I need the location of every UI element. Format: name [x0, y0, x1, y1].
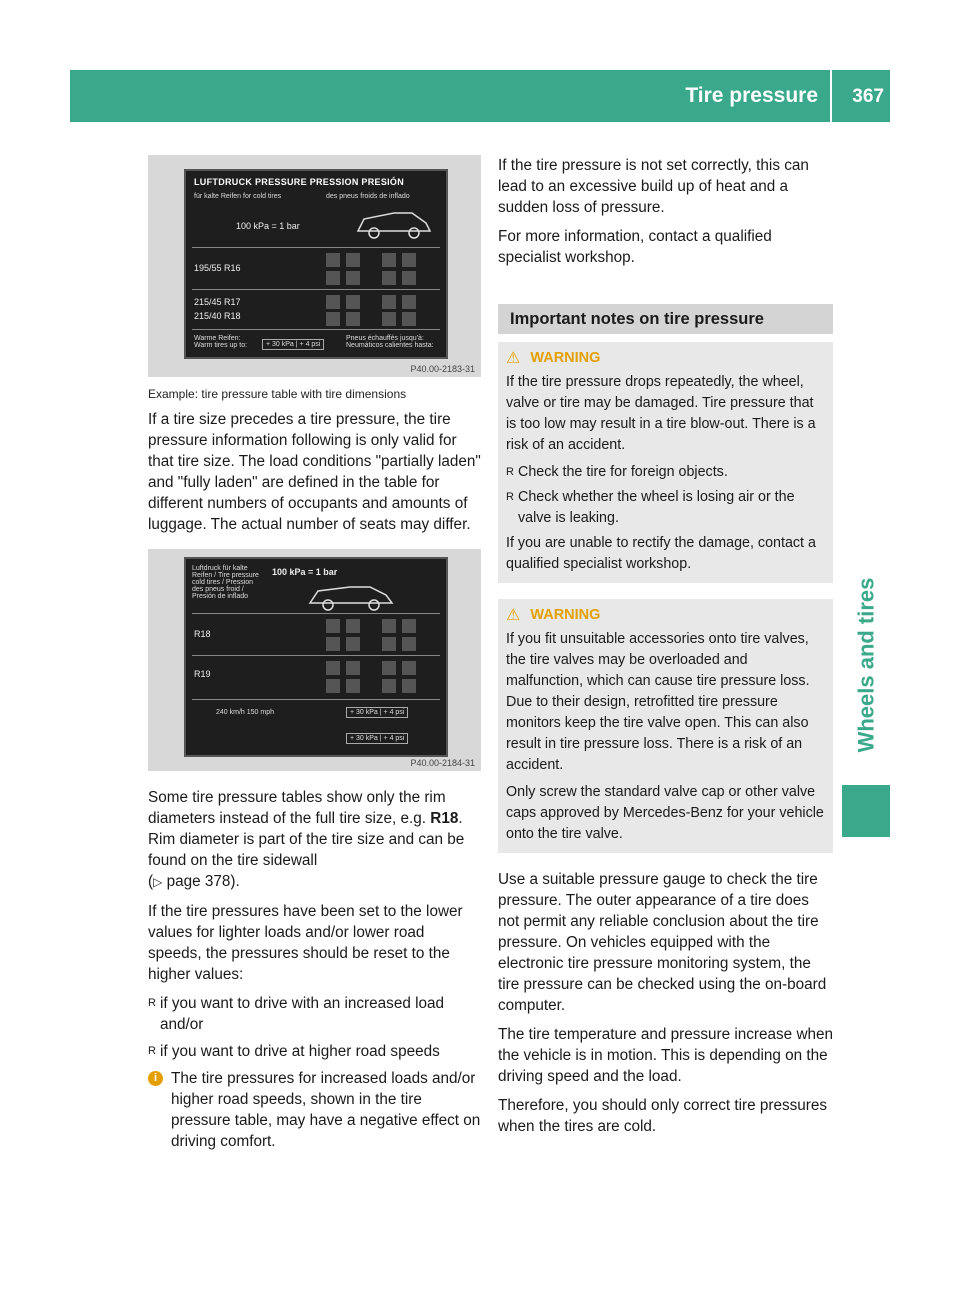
plate-cell: [402, 312, 416, 326]
paragraph: Some tire pressure tables show only the rim diameters instead of the full tire size, e.g. R18. Rim diameter is part of the tire size and can be found on the tire sidewall (▷ page 378).: [148, 789, 465, 890]
plate-cell: [346, 661, 360, 675]
chapter-tab-label: Wheels and tires: [853, 577, 878, 753]
bullet-icon: R: [148, 997, 156, 1009]
figure-code: P40.00-2184-31: [410, 758, 475, 768]
car-icon: [306, 581, 396, 611]
plate-divider: [192, 613, 440, 614]
plate-warm-values: + 30 kPa | + 4 psi: [346, 733, 408, 744]
paragraph: Therefore, you should only correct tire pressures when the tires are cold.: [498, 1097, 828, 1135]
figure-caption: Example: tire pressure table with tire dimensions: [148, 387, 407, 401]
plate-cell: [402, 679, 416, 693]
chapter-marker: [842, 785, 890, 837]
plate-cell: [382, 295, 396, 309]
info-note-text: The tire pressures for increased loads and/or higher road speeds, shown in the tire pressure table, may have a negative effect on driving comfort.: [171, 1070, 481, 1150]
warning-header: [506, 348, 825, 368]
plate-cell: [382, 637, 396, 651]
plate-cell: [402, 295, 416, 309]
header-bar: [70, 70, 890, 122]
tire-pressure-plate: [184, 169, 448, 359]
plate-cell: [326, 312, 340, 326]
page-title: Tire pressure: [685, 84, 818, 107]
plate-subtitle: Luftdruck für kalte Reifen / Tire pressure cold tires / Pression des pneus froid / Presión de inflado: [192, 565, 259, 600]
plate-divider: [192, 289, 440, 290]
plate-cell: [346, 679, 360, 693]
page-number: 367: [852, 86, 884, 107]
paragraph: If a tire size precedes a tire pressure, the tire pressure information following is only valid for that tire size. The load conditions "partially laden" and "fully laden" are defined in the table for different numbers of occupants and amounts of luggage. The actual number of seats may differ.: [148, 411, 481, 533]
plate-warm-label: Warme Reifen: Warm tires up to:: [194, 335, 248, 349]
car-icon: [354, 205, 434, 241]
plate-cell: [346, 253, 360, 267]
figure-code: P40.00-2183-31: [410, 364, 475, 374]
plate-divider: [192, 329, 440, 330]
plate-cell: [382, 312, 396, 326]
plate-speed: 240 km/h 150 mph: [216, 709, 274, 716]
list-item: [148, 993, 481, 1035]
warning-triangle-icon: ⚠: [506, 607, 521, 624]
list-item-text: Check the tire for foreign objects.: [518, 464, 728, 480]
warning-triangle-icon: ⚠: [506, 350, 521, 367]
paragraph: The tire temperature and pressure increase when the vehicle is in motion. This is depending on the driving speed and the load.: [498, 1026, 834, 1085]
plate-rim-size: R18: [194, 629, 211, 639]
rim-pressure-label-figure: [148, 549, 481, 771]
warning-title: WARNING: [530, 350, 601, 366]
warning-text: Only screw the standard valve cap or other valve caps approved by Mercedes-Benz for your vehicle onto the tire valve.: [506, 784, 824, 842]
plate-cell: [402, 619, 416, 633]
plate-cell: [382, 253, 396, 267]
plate-warm-values: + 30 kPa | + 4 psi: [346, 707, 408, 718]
plate-cell: [346, 619, 360, 633]
plate-warm-values: + 30 kPa | + 4 psi: [262, 339, 324, 350]
paragraph: If the tire pressures have been set to the lower values for lighter loads and/or lower road speeds, the pressures should be reset to the higher values:: [148, 903, 463, 983]
tire-pressure-label-figure: [148, 155, 481, 377]
plate-title: LUFTDRUCK PRESSURE PRESSION PRESIÓN: [194, 177, 405, 187]
plate-subtitle-right: des pneus froids de inflado: [326, 193, 410, 200]
section-heading: Important notes on tire pressure: [498, 304, 833, 334]
plate-rim-size: R19: [194, 669, 211, 679]
chapter-tab: [842, 555, 890, 775]
warning-text: If you are unable to rectify the damage, contact a qualified specialist workshop.: [506, 535, 816, 572]
left-column: [148, 155, 481, 1152]
plate-cell: [326, 619, 340, 633]
plate-cell: [402, 271, 416, 285]
list-item: [148, 1041, 481, 1062]
plate-cell: [346, 312, 360, 326]
plate-cell: [382, 661, 396, 675]
header-divider: [830, 70, 832, 122]
plate-cell: [346, 295, 360, 309]
info-icon: i: [148, 1071, 163, 1086]
paragraph: For more information, contact a qualified specialist workshop.: [498, 228, 772, 266]
plate-cell: [382, 619, 396, 633]
plate-divider: [192, 699, 440, 700]
warning-title: WARNING: [530, 607, 601, 623]
plate-cell: [402, 661, 416, 675]
plate-cell: [382, 271, 396, 285]
warning-text: If you fit unsuitable accessories onto tire valves, the tire valves may be overloaded and malfunction, which can cause tire pressure loss. Due to their design, retrofitted tire pressure monitors keep the tire valve open. This can also result in tire pressure loss. There is a risk of an accident.: [506, 631, 810, 773]
plate-cell: [402, 253, 416, 267]
plate-cell: [326, 271, 340, 285]
plate-cell: [402, 637, 416, 651]
list-item-text: if you want to drive with an increased load and/or: [160, 995, 445, 1033]
plate-cell: [326, 253, 340, 267]
plate-unit: 100 kPa = 1 bar: [272, 567, 338, 577]
right-column: [498, 155, 833, 1145]
list-item-text: if you want to drive at higher road speeds: [160, 1043, 440, 1060]
rim-pressure-plate: [184, 557, 448, 757]
paragraph-text: . Rim diameter is part of the tire size and can be found on the tire sidewall: [148, 810, 465, 869]
plate-cell: [382, 679, 396, 693]
plate-warm-right: Pneus échauffés jusqu'à: Neumáticos calientes hasta:: [346, 335, 434, 349]
plate-tire-size: 195/55 R16: [194, 263, 241, 273]
plate-tire-size: 215/45 R17: [194, 297, 241, 307]
bullet-icon: R: [148, 1045, 156, 1057]
info-note: [148, 1068, 481, 1152]
plate-divider: [192, 247, 440, 248]
rim-example: R18: [430, 810, 459, 827]
plate-divider: [192, 655, 440, 656]
paragraph: Use a suitable pressure gauge to check the tire pressure. The outer appearance of a tire does not permit any reliable conclusion about the tire pressure. On vehicles equipped with the electronic tire pressure monitoring system, the tire pressure can be checked using the on-board computer.: [498, 871, 827, 1014]
plate-cell: [326, 637, 340, 651]
page-reference-icon: ▷: [153, 875, 163, 889]
plate-cell: [326, 679, 340, 693]
plate-cell: [326, 295, 340, 309]
list-item: [506, 462, 825, 483]
page-reference-link[interactable]: page 378).: [166, 873, 240, 890]
plate-cell: [346, 637, 360, 651]
warning-box: [498, 342, 833, 583]
plate-unit: 100 kPa = 1 bar: [236, 221, 300, 231]
bullet-icon: R: [506, 491, 514, 503]
bullet-icon: R: [506, 466, 514, 478]
list-item: [506, 487, 825, 529]
plate-cell: [346, 271, 360, 285]
warning-box: [498, 599, 833, 853]
paragraph-text: Some tire pressure tables show only the rim diameters instead of the full tire size, e.g.: [148, 789, 446, 827]
list-item-text: Check whether the wheel is losing air or the valve is leaking.: [518, 489, 795, 526]
warning-text: If the tire pressure drops repeatedly, the wheel, valve or tire may be damaged. Tire pressure that is too low may result in a tire blow-out. There is a risk of an accident.: [506, 374, 816, 453]
warning-header: [506, 605, 825, 625]
plate-tire-size: 215/40 R18: [194, 311, 241, 321]
plate-cell: [326, 661, 340, 675]
paragraph: If the tire pressure is not set correctly, this can lead to an excessive build up of heat and a sudden loss of pressure.: [498, 157, 809, 216]
plate-subtitle-left: für kalte Reifen for cold tires: [194, 193, 282, 200]
